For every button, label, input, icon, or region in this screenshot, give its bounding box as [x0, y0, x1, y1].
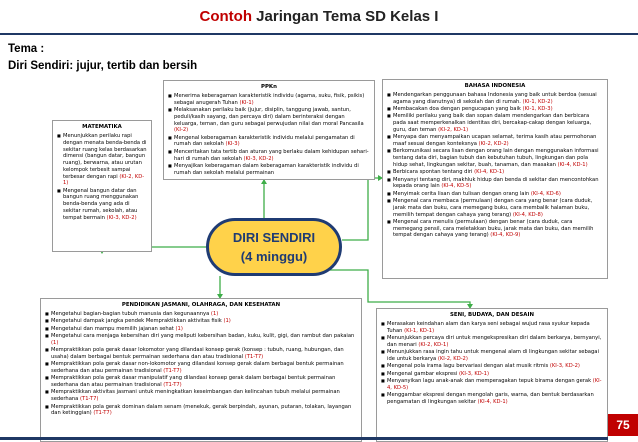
- list-item-code: (KI-3, KD-1): [457, 370, 489, 377]
- list-item-code: (KI-3): [223, 141, 240, 148]
- center-node-duration: (4 minggu): [240, 249, 308, 264]
- list-item-text: Mengetahui cara menjaga kebersihan diri yang meliputi kebersihan badan, kuku, kulit, gigi, dan rambut dan pakaian: [51, 333, 355, 340]
- list-item-code: (KI-3, KD-2): [241, 155, 274, 162]
- theme-label: Tema :: [8, 43, 45, 55]
- list-item-code: (KI-1, KD-3): [520, 106, 553, 113]
- list-item-code: (KI-4, KD-1): [472, 169, 505, 176]
- theme-value: Diri Sendiri: jujur, tertib dan bersih: [8, 60, 198, 72]
- list-item-text: Berkomunikasi secara lisan dengan orang lain dengan menggunakan informasi tentang data diri, bagian tubuh dan kebutuhan tubuh, lingkungan dan pola hidup sehat, lingkungan sekitar, buah, tanaman, dan masakan: [393, 148, 599, 168]
- list-item-text: Menyanyi tentang diri, makhluk hidup dan benda di sekitar dan mencontohkan kepada orang lain: [393, 176, 599, 190]
- list-item-code: (KI-1, KD-1): [402, 327, 435, 334]
- box-title-pjok: PENDIDIKAN JASMANI, OLAHRAGA, DAN KESEHATAN: [121, 302, 281, 308]
- list-item: [387, 198, 603, 218]
- box-bahasa-indonesia: [382, 79, 608, 279]
- list-item-text: Menyapa dan menyampaikan ucapan selamat, terima kasih atau permohonan maaf sesuai dengan konteksnya: [393, 134, 597, 148]
- list-item-code: (T1-T7): [161, 382, 182, 389]
- list-item-text: Melaksanakan perilaku baik (jujur, disiplin, tanggung jawab, santun, peduli/kasih sayang, dan percaya diri) dalam berinteraksi dengan keluarga, teman, dan guru sebagai perwujudan nilai dan moral Pancasila: [174, 107, 364, 127]
- list-item-text: Mengetahui bagian-bagian tubuh manusia dan kegunaannya: [51, 311, 210, 318]
- list-item: [45, 326, 357, 333]
- list-item: [45, 375, 357, 389]
- title-accent: Contoh: [199, 8, 252, 25]
- center-node: [206, 218, 342, 276]
- list-item: [168, 149, 370, 163]
- page-number: 75: [608, 414, 638, 436]
- list-item: [387, 92, 603, 106]
- box-ppkn: [163, 80, 375, 180]
- list-item-code: (KI-2, KD-1): [436, 126, 469, 133]
- list-item-code: (KI-3, KD-2): [548, 363, 580, 370]
- list-item-code: (KI-4, KD-1): [555, 161, 588, 168]
- list-item-text: Menunjukkan percaya diri untuk mengekspresikan diri dalam berkarya, bernyanyi, dan menari: [387, 335, 602, 348]
- list-item-code: (1): [209, 311, 219, 318]
- list-item: [168, 93, 370, 107]
- list-item: [381, 371, 603, 378]
- list-item-text: Mengetahui dan mampu memilih jajanan sehat: [51, 325, 174, 332]
- center-node-title: DIRI SENDIRI: [232, 230, 316, 245]
- list-item: [387, 113, 603, 133]
- list-item-text: Mempraktikkan pola gerak dominan dalam senam (menekuk, gerak berpindah, ayunan, putaran, tolakan, layangan dan ketinggian): [51, 403, 352, 417]
- list-item: [381, 363, 603, 370]
- list-item-code: (1): [221, 318, 231, 325]
- box-title-ppkn: PPKn: [261, 84, 277, 90]
- list-item: [381, 349, 603, 363]
- list-item: [381, 378, 603, 392]
- list-item: [387, 169, 603, 176]
- list-item-text: Memiliki perilaku yang baik dan sopan dalam mendengarkan dan berbicara pada saat memperkenalkan identitas diri, bercakap-cakap dengan keluarga, guru, dan teman: [393, 113, 592, 133]
- list-item-code: (KI-1, KD-2): [520, 98, 553, 105]
- list-ppkn: [168, 93, 370, 176]
- list-item-text: Mengenal bangun datar dan bangun ruang menggunakan benda-benda yang ada di sekitar rumah, sekolah, atau tempat bermain: [63, 187, 139, 221]
- list-item-text: Menceritakan tata tertib dan aturan yang berlaku dalam kehidupan sehari-hari di rumah dan sekolah: [174, 148, 369, 162]
- box-title-bahasa: BAHASA INDONESIA: [464, 83, 526, 89]
- list-item: [387, 177, 603, 191]
- list-sbdp: [381, 321, 603, 406]
- list-item-code: (T1-T7): [91, 410, 112, 417]
- list-bahasa: [387, 92, 603, 239]
- list-item-text: Mengenal pola irama lagu bervariasi dengan alat musik ritmis: [387, 363, 549, 370]
- list-item-text: Menunjukkan perilaku rapi dengan menata benda-benda di sekitar ruang kelas berdasarkan dimensi (bangun datar, bangun ruang), berwarna, atau urutan kelompok terbesit sampai terbesar dengan rapi: [63, 133, 147, 180]
- list-item: [57, 188, 147, 222]
- list-item-text: Menyajikan keberagaman dalam keberagaman karakteristik individu di rumah dan sekolah melalui permainan: [174, 162, 359, 176]
- list-item-text: Merasakan keindahan alam dan karya seni sebagai wujud rasa syukur kepada Tuhan: [387, 321, 590, 334]
- list-item-text: Mempraktikkan pola gerak dasar lokomotor yang dilandasi konsep gerak (konsep : tubuh, ruang, hubungan, dan usaha) dalam berbagai bentuk permainan sederhana dan atau tradisional: [51, 347, 344, 360]
- list-item-code: (KI-2, KD-2): [436, 355, 468, 362]
- list-item: [387, 219, 603, 239]
- list-item: [381, 321, 603, 335]
- list-item-code: (KI-4, KD-1): [476, 398, 508, 405]
- list-item-text: Mempraktikkan pola gerak dasar non-lokomotor yang dilandasi konsep gerak dalam berbagai bentuk permainan sederhana dan atau permainan tradisional: [51, 361, 344, 374]
- list-item: [168, 163, 370, 177]
- list-item-text: Membacakan doa dengan pengucapan yang baik: [393, 106, 521, 113]
- list-item-text: Mempraktikkan pola gerak dasar manipulatif yang dilandasi konsep gerak dalam berbagai bentuk permainan sederhana dan atau permainan tradisional: [51, 375, 336, 389]
- list-item-code: (KI-2): [174, 127, 189, 134]
- list-item: [381, 335, 603, 349]
- list-item: [168, 107, 370, 134]
- bottom-rule: [0, 437, 608, 440]
- list-item-code: (KI-3, KD-2): [104, 214, 137, 221]
- box-sbdp: [376, 308, 608, 442]
- list-item-code: (T1-T7): [161, 367, 182, 374]
- list-item-code: (KI-1): [237, 99, 254, 106]
- list-item-text: Berbicara spontan tentang diri: [393, 169, 473, 176]
- list-item: [57, 133, 147, 187]
- list-item-code: (T1-T7): [78, 396, 99, 403]
- list-item-code: (1): [51, 339, 59, 346]
- list-item: [387, 106, 603, 113]
- list-item: [45, 361, 357, 375]
- list-item-text: Menggambar ekspresi dengan mengolah garis, warna, dan bentuk berdasarkan pengamatan di lingkungan sekitar: [387, 392, 594, 405]
- list-item: [45, 311, 357, 318]
- list-item-text: Mengenal cara menulis (permulaan) dengan benar (cara duduk, cara memegang pensil, cara meletakkan buku, jarak mata dan buku, dan memilih tempat dengan cahaya yang terang): [393, 218, 594, 239]
- list-item-code: (1): [173, 325, 183, 332]
- list-item-code: (KI-4, KD-5): [387, 377, 602, 391]
- list-item-text: Menunjukkan rasa ingin tahu untuk mengenal alam di lingkungan sekitar sebagai ide untuk berkarya: [387, 349, 599, 362]
- list-item: [168, 135, 370, 149]
- box-title-sbdp: SENI, BUDAYA, DAN DESAIN: [450, 312, 534, 318]
- list-item: [45, 333, 357, 347]
- list-item: [45, 318, 357, 325]
- list-item: [387, 148, 603, 168]
- list-pjok: [45, 311, 357, 417]
- box-pjok: [40, 298, 362, 442]
- list-item-text: Menerima keberagaman karakteristik individu (agama, suku, fisik, psikis) sebagai anugerah Tuhan: [174, 93, 365, 106]
- list-item: [45, 389, 357, 403]
- list-item: [387, 134, 603, 148]
- list-item-code: (KI-4, KD-9): [488, 232, 521, 239]
- list-item-text: Mengenal keberagaman karakteristik individu melalui pengamatan di rumah dan sekolah: [174, 134, 355, 148]
- connector-bahasa: [342, 178, 382, 240]
- list-item: [45, 347, 357, 361]
- list-item-code: (KI-4, KD-6): [529, 190, 561, 197]
- list-item: [387, 191, 603, 198]
- list-matematika: [57, 133, 147, 221]
- list-item-text: Mengenal cara membaca (permulaan) dengan cara yang benar (cara duduk, jarak mata dan buku, cara memegang buku, cara membalik halaman buku, memilih tempat dengan cahaya yang terang): [393, 198, 593, 218]
- list-item-code: (KI-4, KD-8): [511, 211, 543, 218]
- title-rest: Jaringan Tema SD Kelas I: [252, 8, 439, 25]
- box-matematika: [52, 120, 152, 252]
- box-title-matematika: MATEMATIKA: [82, 124, 122, 130]
- list-item-text: Mempraktikkan aktivitas jasmani untuk meningkatkan keseimbangan dan kelincahan tubuh melalui permainan sederhana: [51, 389, 340, 403]
- list-item-text: Mengenal gambar ekspresi: [387, 370, 458, 377]
- list-item-code: (T1-T7): [243, 353, 264, 360]
- list-item-text: Mendengarkan penggunaan bahasa Indonesia yang baik untuk berdoa (sesuai agama yang dianutnya) di sekolah dan di rumah.: [393, 92, 597, 105]
- list-item: [45, 404, 357, 418]
- list-item-code: (KI-2, KD-1): [63, 173, 145, 187]
- list-item-text: Menyanyikan lagu anak-anak dan memperagakan tepuk birama dengan gerak: [387, 377, 592, 384]
- list-item-text: Mengetahui dampak jangka pendek Mempraktikkan aktivitas fisik: [51, 318, 222, 325]
- list-item-code: (KI-2, KD-2): [476, 141, 509, 148]
- list-item: [381, 392, 603, 406]
- list-item-code: (KI-4, KD-5): [439, 183, 472, 190]
- list-item-code: (KI-2, KD-1): [416, 341, 449, 348]
- list-item-text: Menyimak cerita lisan dan tulisan dengan orang lain: [393, 190, 530, 197]
